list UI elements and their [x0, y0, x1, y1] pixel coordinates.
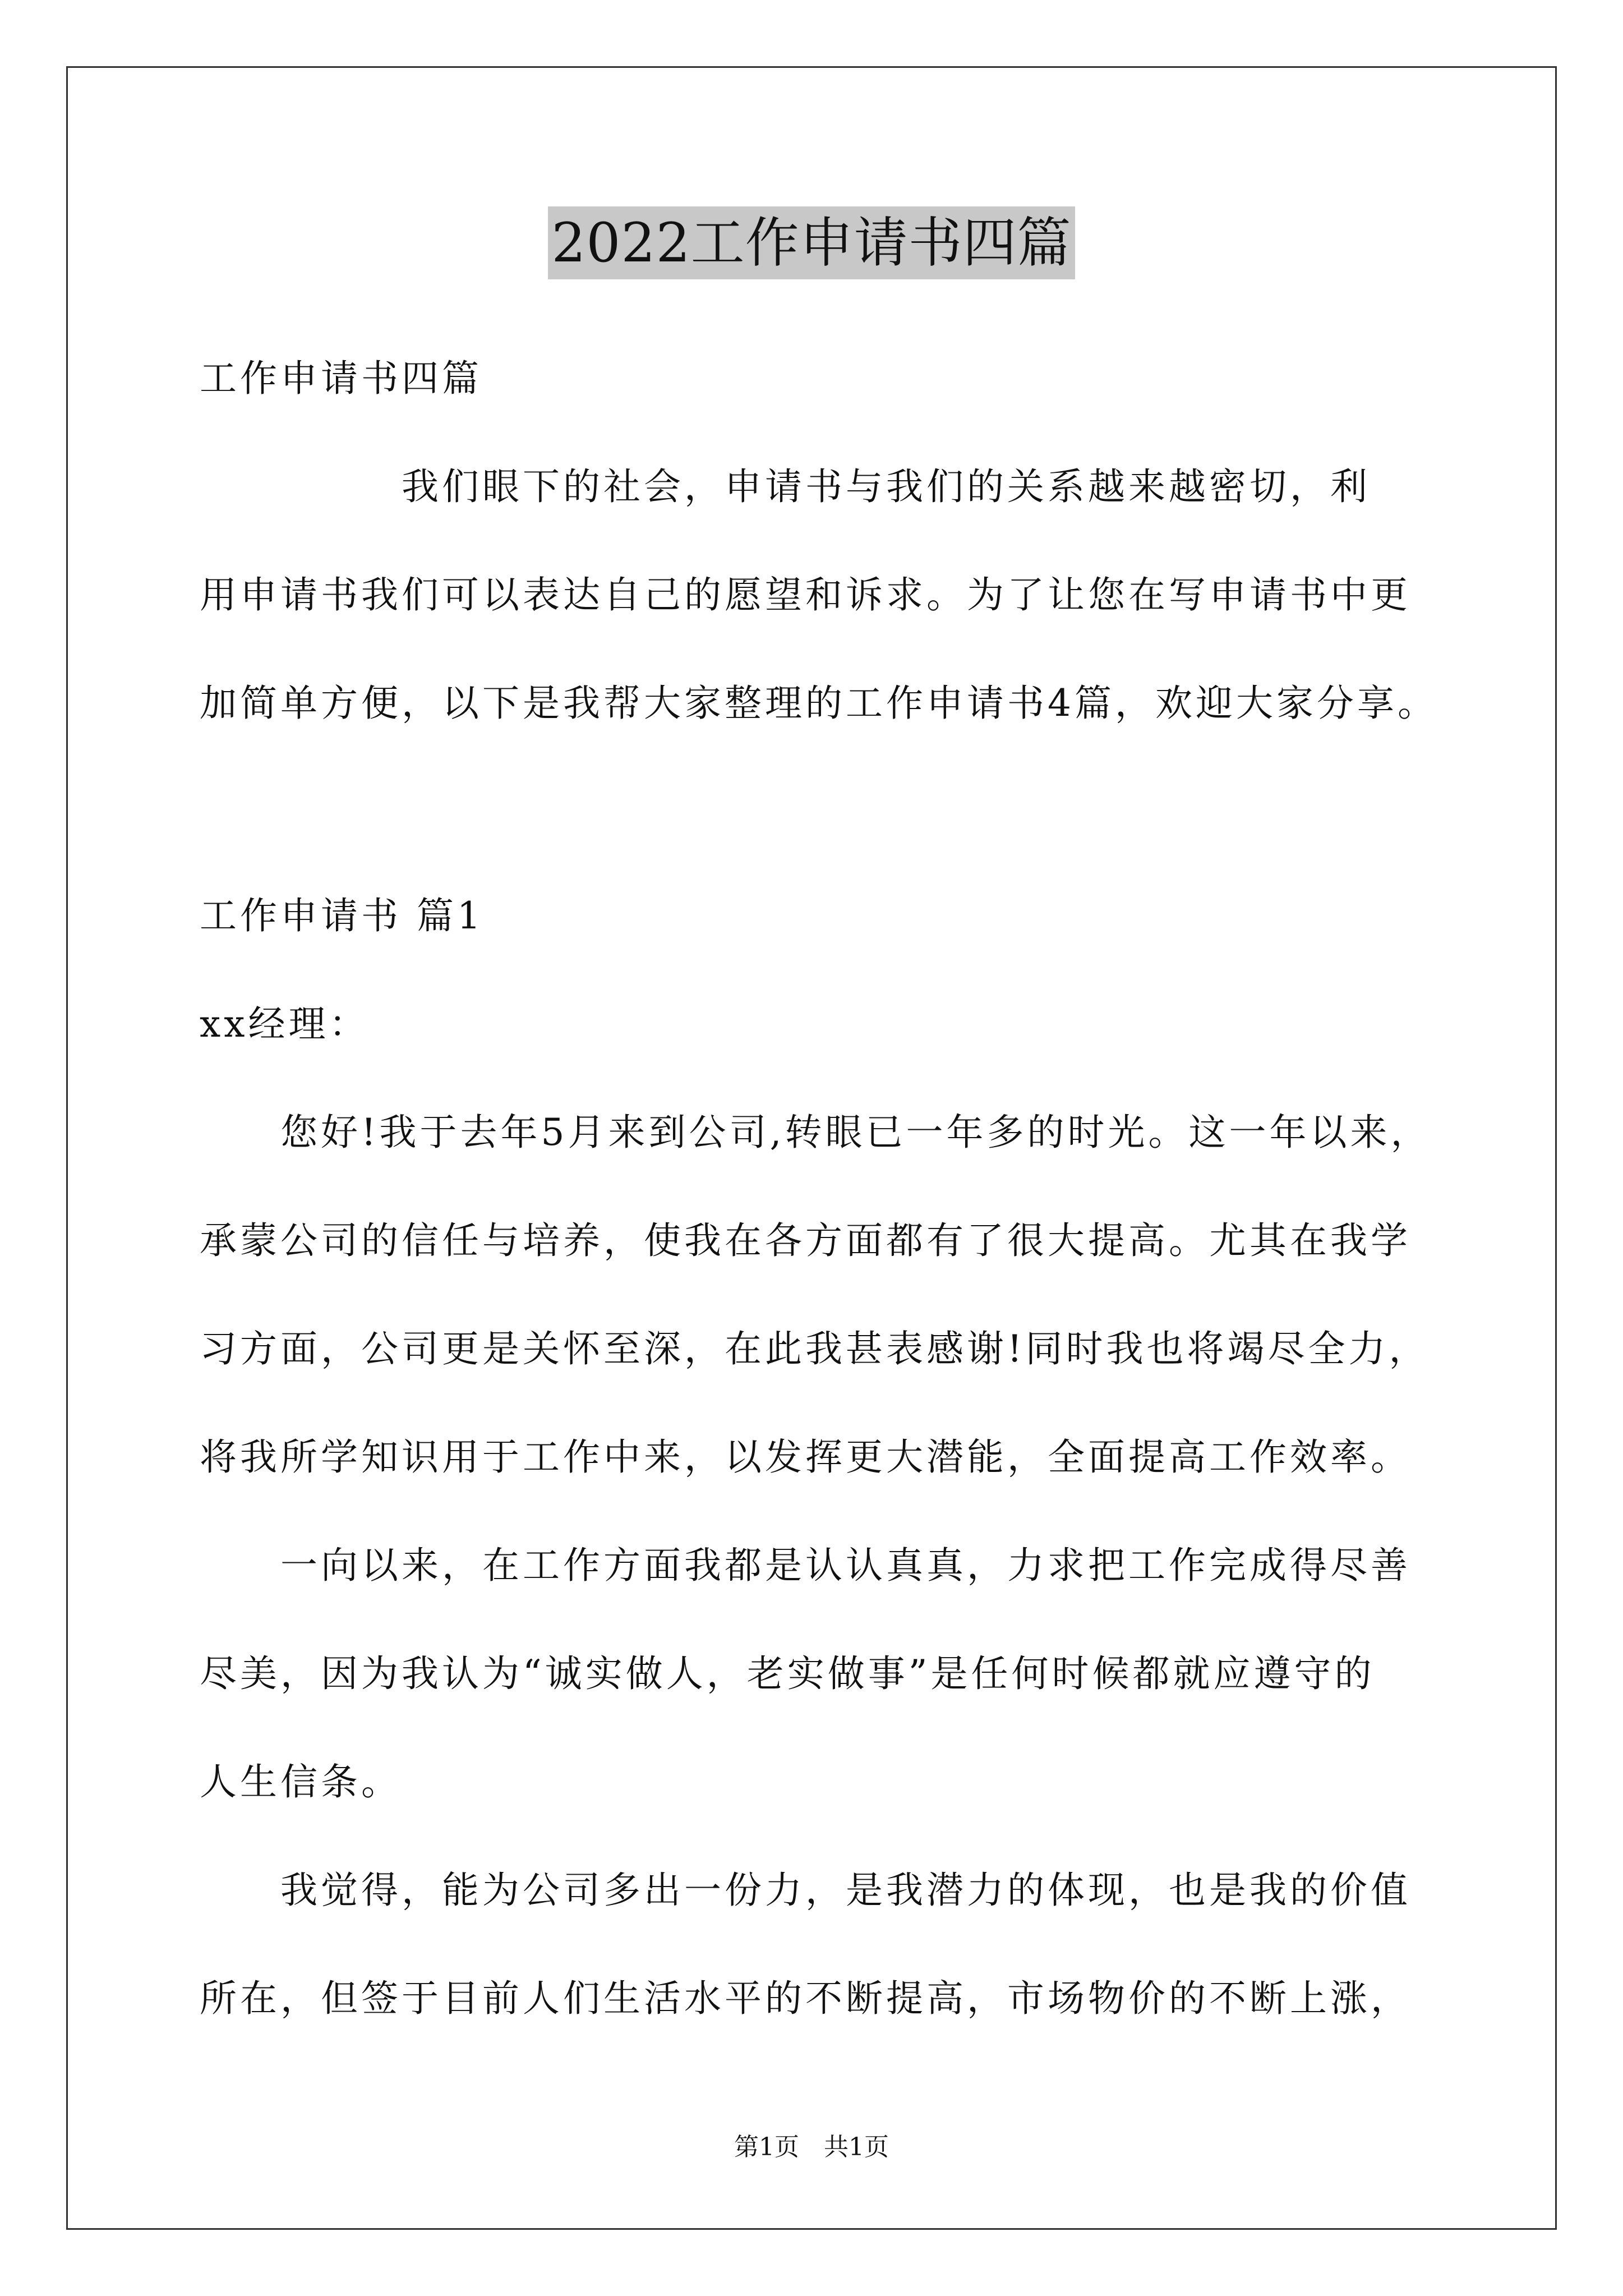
salutation: xx经理： [200, 1002, 370, 1046]
section-heading: 工作申请书 篇1 [200, 894, 484, 937]
paragraph-line: 我觉得，能为公司多出一份力，是我潜力的体现，也是我的价值 [200, 1869, 1411, 1912]
document-title: 2022工作申请书四篇 [548, 206, 1075, 279]
paragraph-line: 习方面，公司更是关怀至深，在此我甚表感谢!同时我也将竭尽全力， [200, 1327, 1430, 1370]
paragraph-line: 您好!我于去年5月来到公司,转眼已一年多的时光。这一年以来， [200, 1111, 1431, 1154]
page-number-footer: 第1页 共1页 [734, 2133, 889, 2161]
paragraph-line: 尽美，因为我认为“诚实做人，老实做事”是任何时候都就应遵守的 [200, 1652, 1375, 1695]
paragraph-line: 用申请书我们可以表达自己的愿望和诉求。为了让您在写申请书中更 [200, 573, 1411, 616]
paragraph-line: 加简单方便，以下是我帮大家整理的工作申请书4篇，欢迎大家分享。 [200, 682, 1438, 725]
paragraph-line: 所在，但签于目前人们生活水平的不断提高，市场物价的不断上涨， [200, 1977, 1411, 2020]
paragraph-line: 将我所学知识用于工作中来，以发挥更大潜能，全面提高工作效率。 [200, 1435, 1411, 1479]
title-container [0, 206, 1623, 279]
paragraph-line: 一向以来，在工作方面我都是认认真真，力求把工作完成得尽善 [200, 1544, 1411, 1587]
intro-heading: 工作申请书四篇 [200, 357, 482, 400]
paragraph-line: 承蒙公司的信任与培养，使我在各方面都有了很大提高。尤其在我学 [200, 1219, 1411, 1262]
paragraph-line: 我们眼下的社会，申请书与我们的关系越来越密切，利 [200, 465, 1371, 508]
paragraph-line: 人生信条。 [200, 1760, 402, 1803]
